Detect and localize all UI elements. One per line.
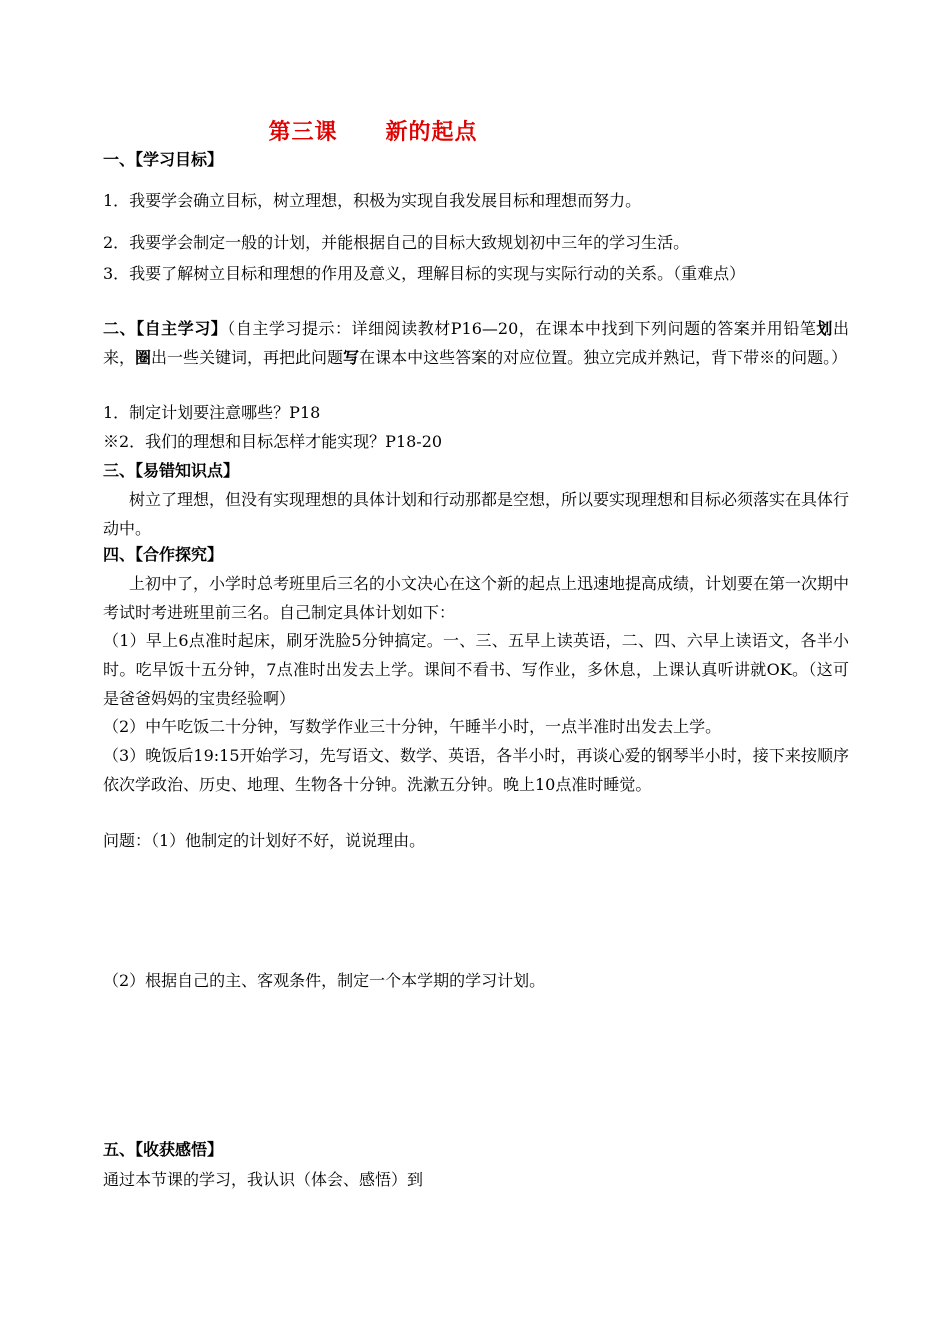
plan-item-2: （2）中午吃饭二十分钟，写数学作业三十分钟，午睡半小时，一点半准时出发去上学。 [103,717,722,736]
discussion-question-2: （2）根据自己的主、客观条件，制定一个本学期的学习计划。 [103,971,546,990]
page-title [0,118,746,146]
section-2-paragraph [103,314,849,372]
reflection-prompt: 通过本节课的学习，我认识（体会、感悟）到 [103,1170,424,1189]
discussion-question-1: 问题：（1）他制定的计划好不好，说说理由。 [103,831,426,850]
case-intro: 上初中了，小学时总考班里后三名的小文决心在这个新的起点上迅速地提高成绩，计划要在第一次期中考试时考进班里前三名。自己制定具体计划如下： [103,574,850,622]
goal-2: 2．我要学会制定一般的计划，并能根据自己的目标大致规划初中三年的学习生活。 [103,233,690,252]
study-question-1: 1．制定计划要注意哪些？P18 [103,403,321,422]
plan-item-1: （1）早上6点准时起床，刷牙洗脸5分钟搞定。一、三、五早上读英语，二、四、六早上读语文，各半小时。吃早饭十五分钟，7点准时出发去上学。课间不看书、写作业，多休息，上课认真听讲就OK。（这可是爸爸妈妈的宝贵经验啊） [103,631,849,708]
section-3-heading: 三、【易错知识点】 [103,461,240,480]
title-lesson: 第三课 [268,119,338,145]
section-3-text: 树立了理想，但没有实现理想的具体计划和行动那都是空想，所以要实现理想和目标必须落实在具体行动中。 [103,490,850,538]
hint-bold-2: 圈 [135,348,152,367]
section-1-heading: 一、【学习目标】 [103,150,224,169]
hint-bold-1: 划 [816,319,833,338]
hint-bold-3: 写 [343,348,360,367]
study-question-2: ※2．我们的理想和目标怎样才能实现？P18-20 [103,432,443,451]
section-4-heading: 四、【合作探究】 [103,545,224,564]
hint-c: 出来， [103,319,849,367]
section-5-heading: 五、【收获感悟】 [103,1140,224,1159]
goal-3: 3．我要了解树立目标和理想的作用及意义，理解目标的实现与实际行动的关系。（重难点） [103,264,746,283]
plan-item-3: （3）晚饭后19:15开始学习，先写语文、数学、英语，各半小时，再谈心爱的钢琴半小时，接下来按顺序依次学政治、历史、地理、生物各十分钟。洗漱五分钟。晚上10点准时睡觉。 [103,746,849,794]
section-2-heading: 二、【自主学习】 [103,319,228,338]
title-topic: 新的起点 [385,119,478,145]
goal-1: 1．我要学会确立目标，树立理想，积极为实现自我发展目标和理想而努力。 [103,191,642,210]
hint-d: 出一些关键词，再把此问题 [151,348,344,367]
hint-a: （自主学习提示：详细阅读教材P16—20，在课本中找到下列问题的答案并用铅笔 [227,319,817,338]
hint-e: 在课本中这些答案的对应位置。独立完成并熟记，背下带※的问题。） [359,348,848,367]
